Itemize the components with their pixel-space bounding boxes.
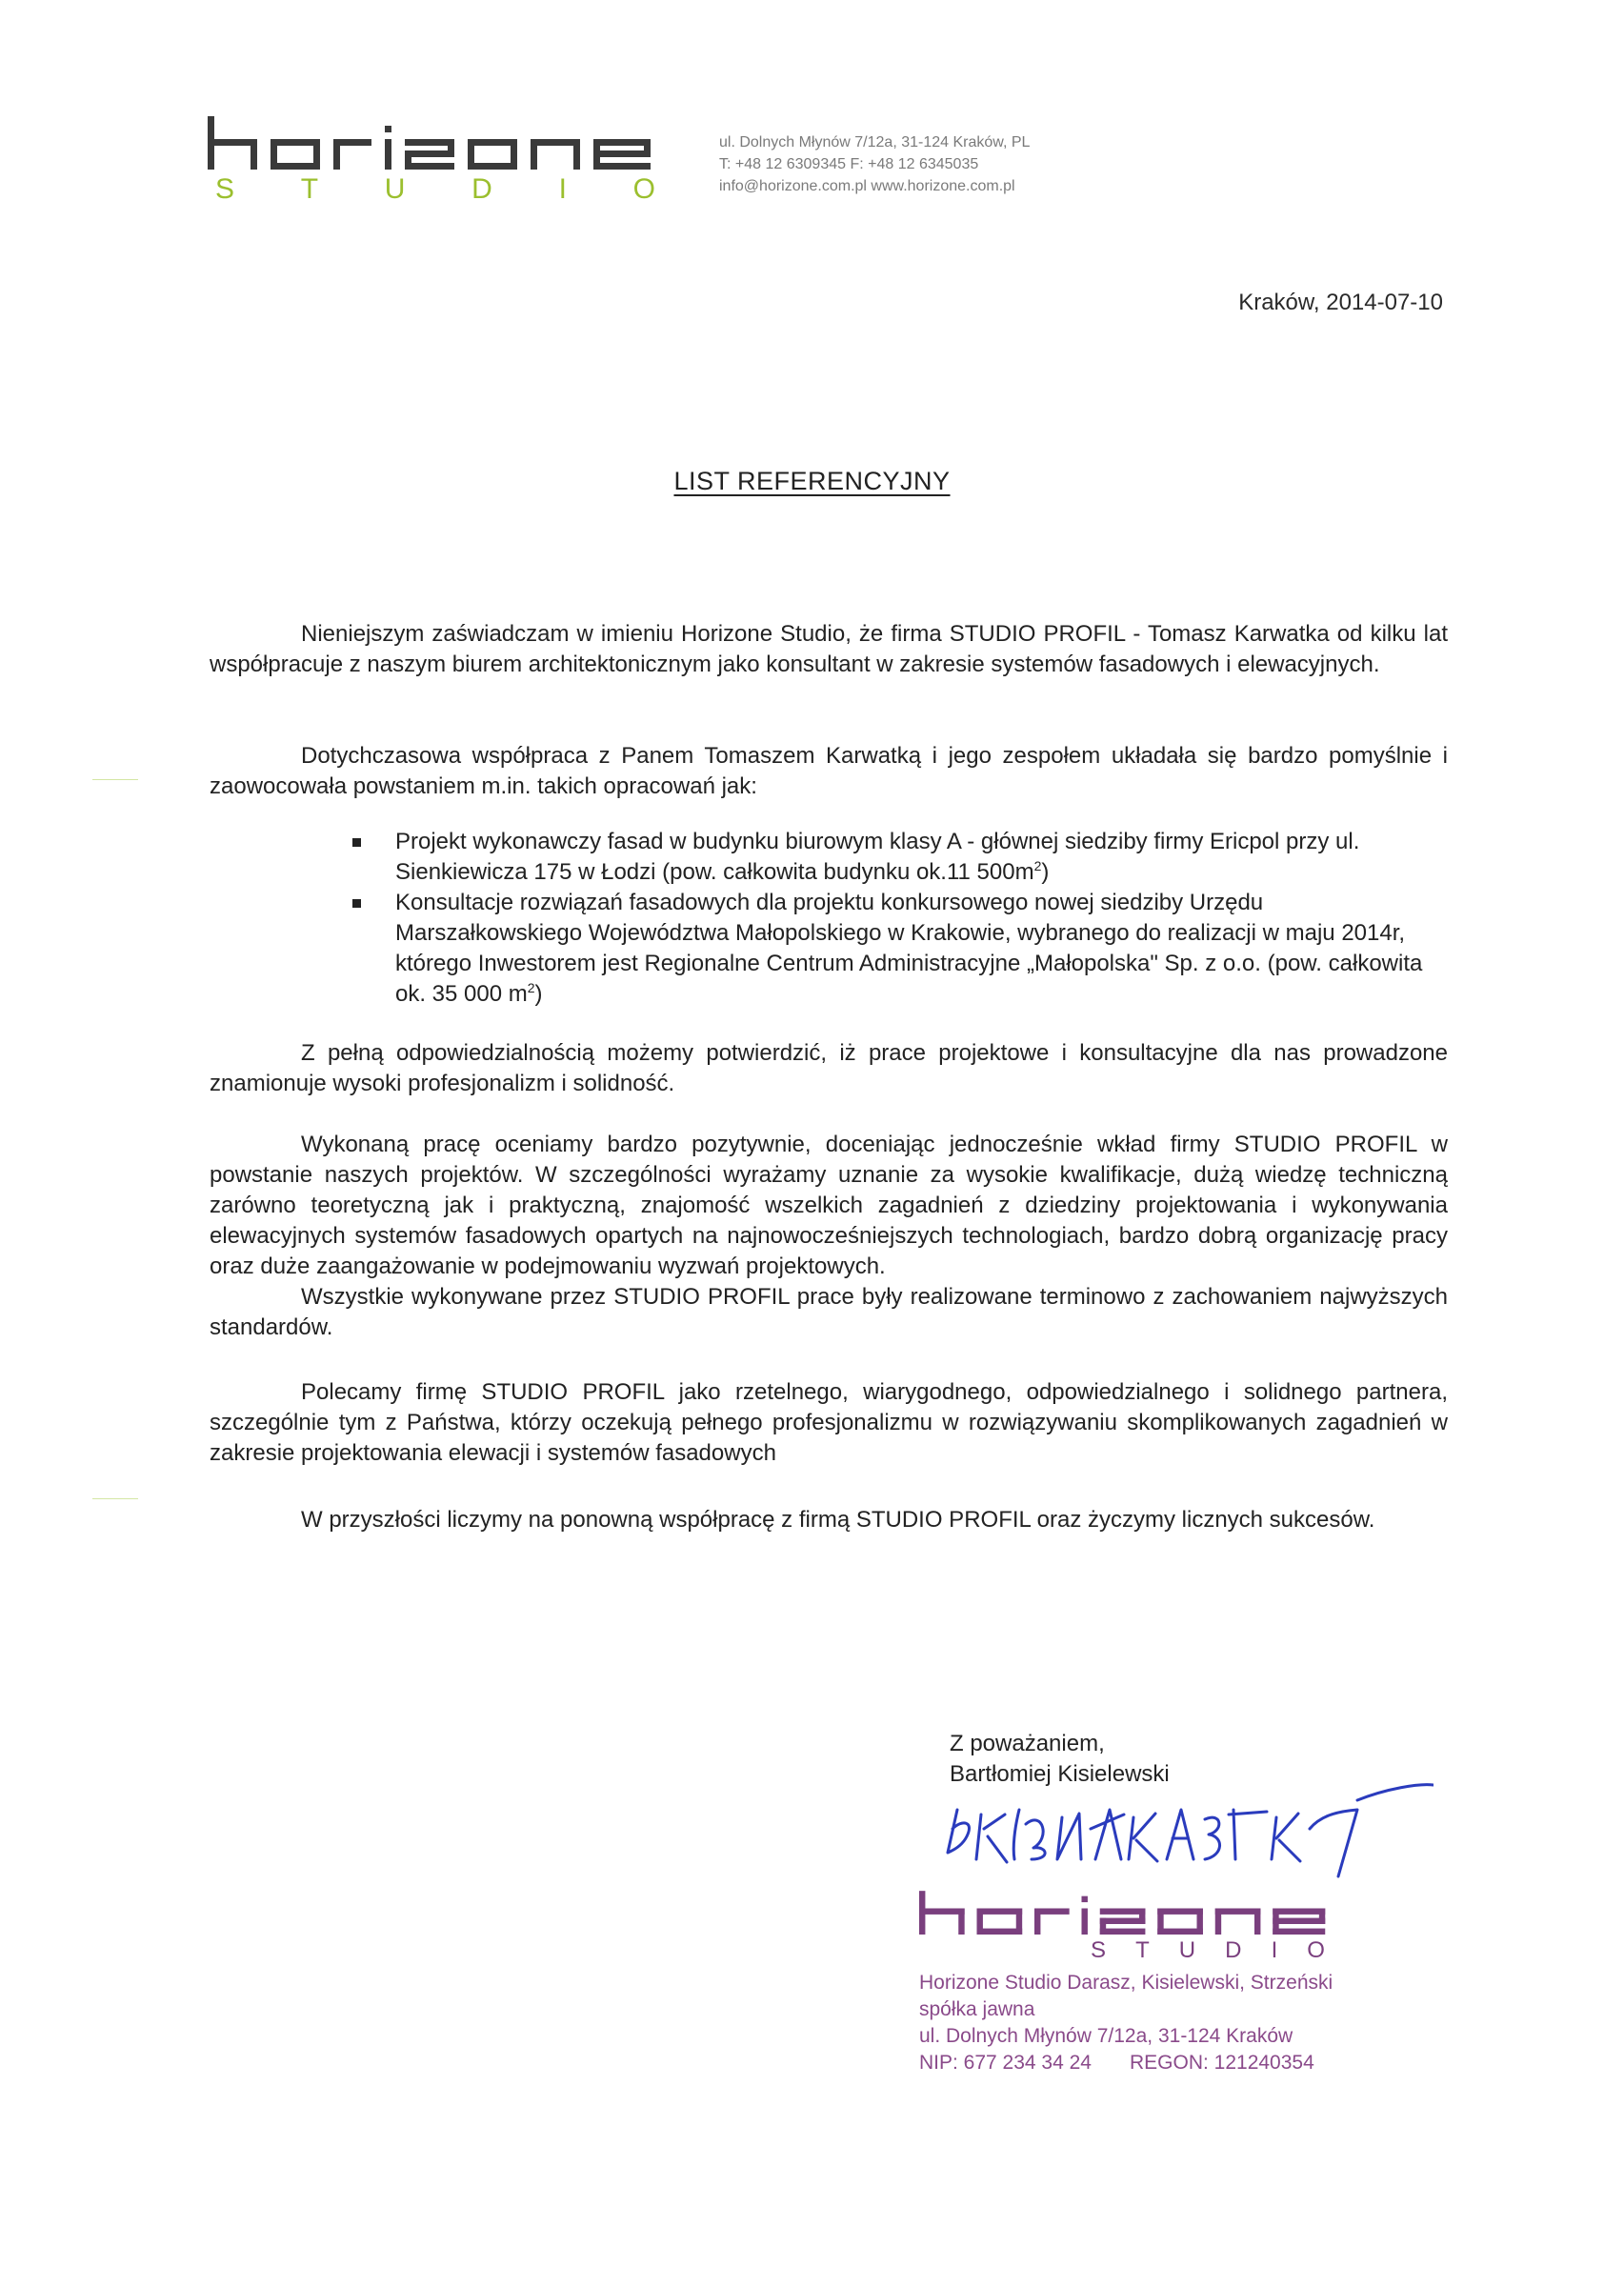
stamp-company-type: spółka jawna (919, 1998, 1035, 2020)
list-item: Konsultacje rozwiązań fasadowych dla projektu konkursowego nowej siedziby Urzędu Marszałkowskiego Województwa Małopolskiego w Krakowie, wybranego do realizacji w maju 2014r, którego Inwestorem jest Regionalne Centrum Administracyjne „Małopolska" Sp. z o.o. (pow. całkowita ok. 35 000 $m^2$) (210, 888, 1448, 1010)
scan-mark (92, 1498, 138, 1499)
logo-letter: S (215, 173, 237, 205)
project-list (210, 827, 1448, 1010)
paragraph: Polecamy firmę STUDIO PROFIL jako rzetelnego, wiarygodnego, odpowiedzialnego i solidnego partnera, szczególnie tym z Państwa, którzy oczekują pełnego profesjonalizmu w rozwiązywaniu skomplikowanych zagadnień w zakresie projektowania elewacji i systemów fasadowych (210, 1379, 1448, 1466)
logo-letter: T (300, 173, 321, 205)
paragraph: Z pełną odpowiedzialnością możemy potwierdzić, iż prace projektowe i konsultacyjne dla nas prowadzone znamionuje wysoki profesjonalizm i solidność. (210, 1040, 1448, 1096)
contact-phone: T: +48 12 6309345 F: +48 12 6345035 (719, 156, 979, 172)
stamp-nip: NIP: 677 234 34 24 (919, 2052, 1092, 2074)
company-stamp (919, 1970, 1333, 2076)
stamp-address: ul. Dolnych Młynów 7/12a, 31-124 Kraków (919, 2025, 1293, 2047)
bullet-icon (352, 899, 361, 908)
stamp-letter: O (1307, 1937, 1327, 1963)
salutation: Z poważaniem, (950, 1731, 1105, 1756)
paragraph: Wszystkie wykonywane przez STUDIO PROFIL prace były realizowane terminowo z zachowaniem najwyższych standardów. (210, 1284, 1448, 1340)
contact-email-web: info@horizone.com.pl www.horizone.com.pl (719, 178, 1015, 194)
stamp-regon: REGON: 121240354 (1129, 2052, 1314, 2074)
letter-title: LIST REFERENCYJNY (673, 467, 951, 495)
paragraph: Dotychczasowa współpraca z Panem Tomaszem Karwatką i jego zespołem układała się bardzo pomyślnie i zaowocowała powstaniem m.in. takich opracowań jak: (210, 743, 1448, 799)
logo-letter: D (471, 173, 494, 205)
stamp-numbers (919, 2050, 1333, 2076)
letter-date: Kraków, 2014-07-10 (1238, 290, 1443, 315)
header-contact (719, 131, 1030, 197)
signer-name: Bartłomiej Kisielewski (950, 1761, 1170, 1787)
signature-mark (938, 1772, 1434, 1886)
horizone-logo (208, 116, 665, 171)
logo-studio-letters (208, 173, 665, 206)
stamp-horizone-logo (919, 1891, 1338, 1936)
paragraph: W przyszłości liczymy na ponowną współpracę z firmą STUDIO PROFIL oraz życzymy licznych sukcesów. (301, 1507, 1375, 1533)
contact-address: ul. Dolnych Młynów 7/12a, 31-124 Kraków, PL (719, 134, 1031, 150)
scan-mark (92, 779, 138, 780)
list-item: Projekt wykonawczy fasad w budynku biurowym klasy A - głównej siedziby firmy Ericpol przy ul. Sienkiewicza 175 w Łodzi (pow. całkowita budynku ok.11 $500m^2$) (210, 827, 1448, 888)
logo-letter: U (384, 173, 408, 205)
logo-letter: O (632, 173, 657, 205)
stamp-letter: D (1225, 1937, 1244, 1963)
logo-letter: I (558, 173, 569, 205)
stamp-letter: S (1091, 1937, 1109, 1963)
bullet-icon (352, 838, 361, 847)
paragraph: Wykonaną pracę oceniamy bardzo pozytywnie, doceniając jednocześnie wkład firmy STUDIO PROFIL w powstanie naszych projektów. W szczególności wyrażamy uznanie za wysokie kwalifikacje, dużą wiedzę techniczną zarówno teoretyczną jak i praktyczną, znajomość wszelkich zagadnień z dziedziny projektowania i wykonywania elewacyjnych systemów fasadowych opartych na najnowocześniejszych technologiach, bardzo dobrą organizację pracy oraz duże zaangażowanie w podejmowaniu wyzwań projektowych. (210, 1132, 1448, 1279)
stamp-company-name: Horizone Studio Darasz, Kisielewski, Strzeński (919, 1972, 1333, 1994)
paragraph: Nieniejszym zaświadczam w imieniu Horizone Studio, że firma STUDIO PROFIL - Tomasz Karwatka od kilku lat współpracuje z naszym biurem architektonicznym jako konsultant w zakresie systemów fasadowych i elewacyjnych. (210, 621, 1448, 677)
stamp-letter: I (1271, 1937, 1280, 1963)
stamp-studio-letters (919, 1937, 1338, 1964)
stamp-letter: T (1135, 1937, 1152, 1963)
stamp-letter: U (1178, 1937, 1198, 1963)
